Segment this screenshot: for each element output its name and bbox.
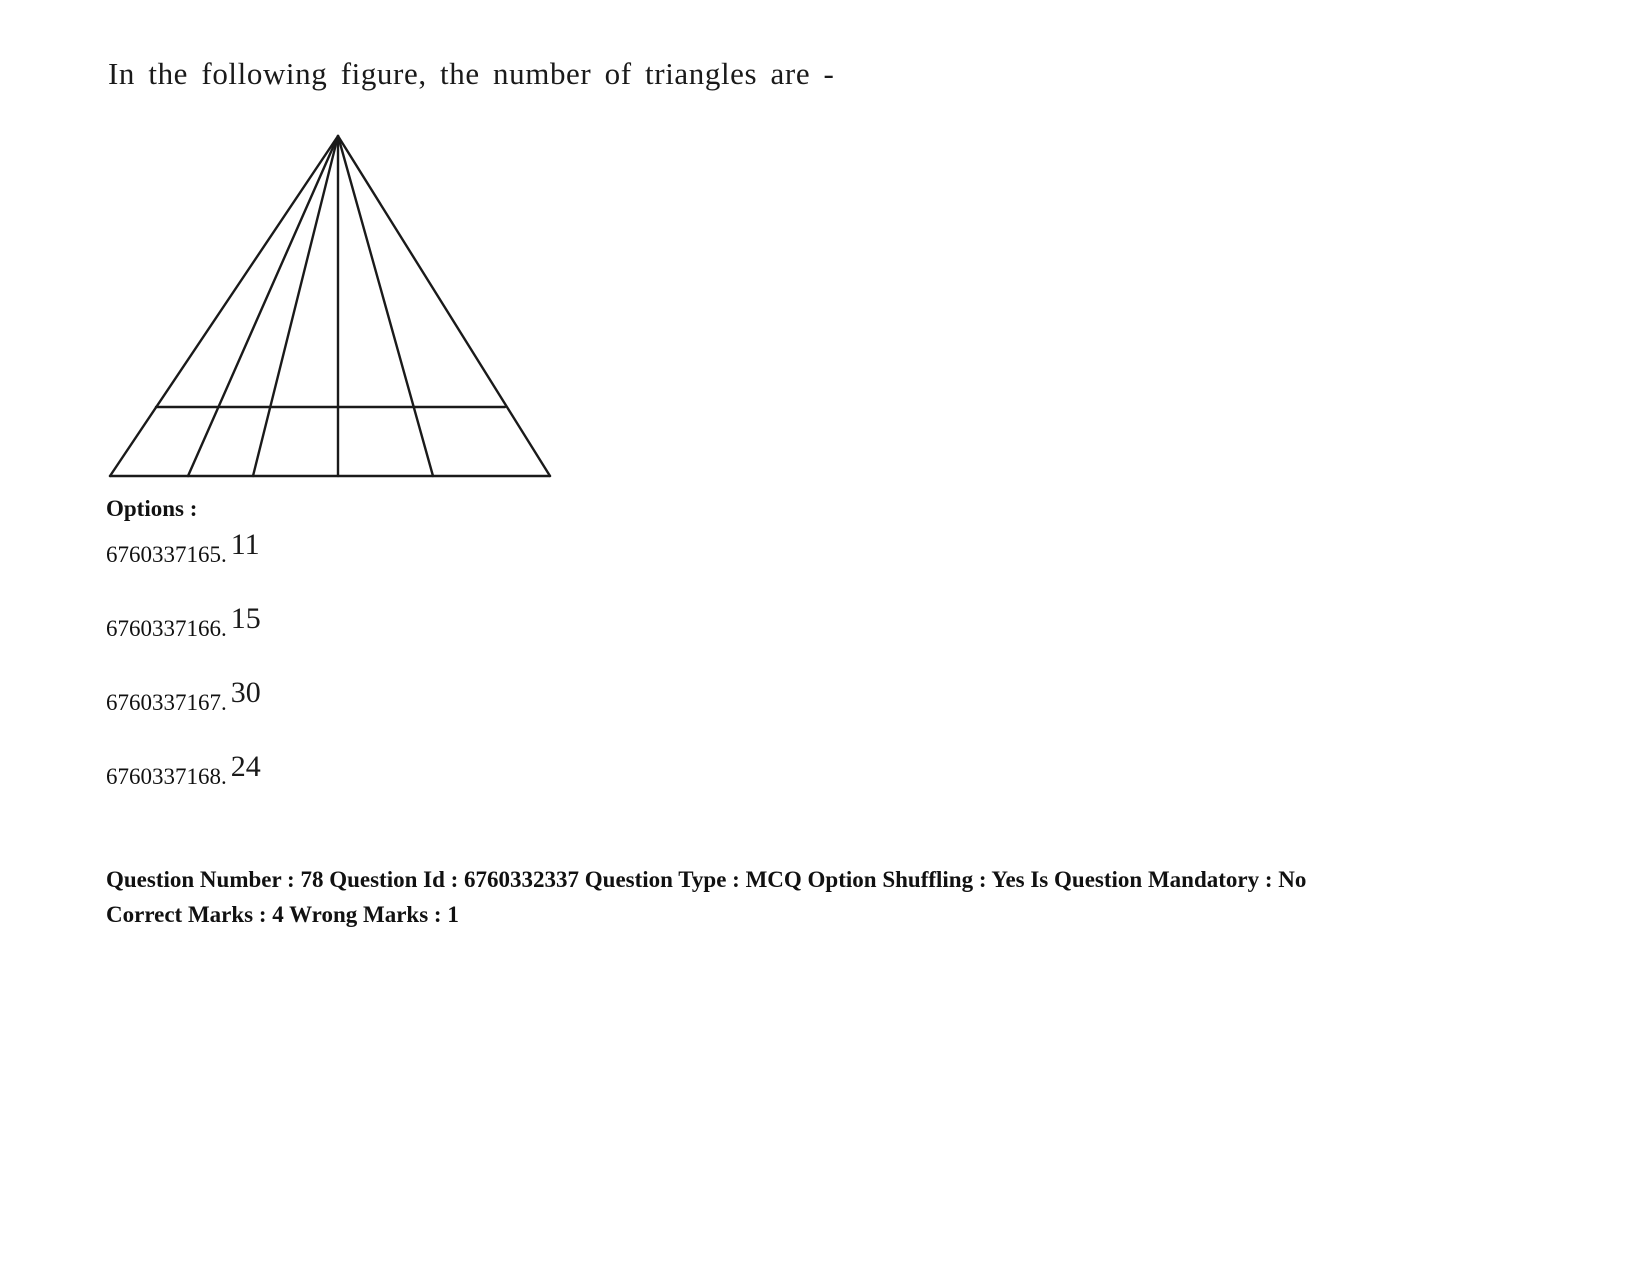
triangle-inner-line-4 xyxy=(338,136,433,476)
option-id: 6760337166. xyxy=(106,616,227,641)
option-2 xyxy=(106,602,261,654)
question-meta-line-1: Question Number : 78 Question Id : 6760332337 Question Type : MCQ Option Shuffling : Yes Is Question Mandatory : No xyxy=(106,867,1307,892)
option-3 xyxy=(106,676,261,728)
option-1 xyxy=(106,528,260,580)
triangle-figure xyxy=(100,128,560,484)
triangle-inner-line-2 xyxy=(253,136,338,476)
question-meta-line-2: Correct Marks : 4 Wrong Marks : 1 xyxy=(106,902,459,927)
options-label: Options : xyxy=(106,496,198,521)
triangle-left-edge xyxy=(110,136,338,476)
option-value: 11 xyxy=(230,528,260,561)
option-id: 6760337165. xyxy=(106,542,227,567)
option-value: 30 xyxy=(230,676,261,709)
option-4 xyxy=(106,750,261,802)
option-value: 15 xyxy=(230,602,261,635)
option-value: 24 xyxy=(230,750,261,783)
question-text: In the following figure, the number of triangles are - xyxy=(108,56,835,91)
triangle-right-edge xyxy=(338,136,550,476)
option-id: 6760337167. xyxy=(106,690,227,715)
triangle-inner-line-1 xyxy=(188,136,338,476)
option-id: 6760337168. xyxy=(106,764,227,789)
